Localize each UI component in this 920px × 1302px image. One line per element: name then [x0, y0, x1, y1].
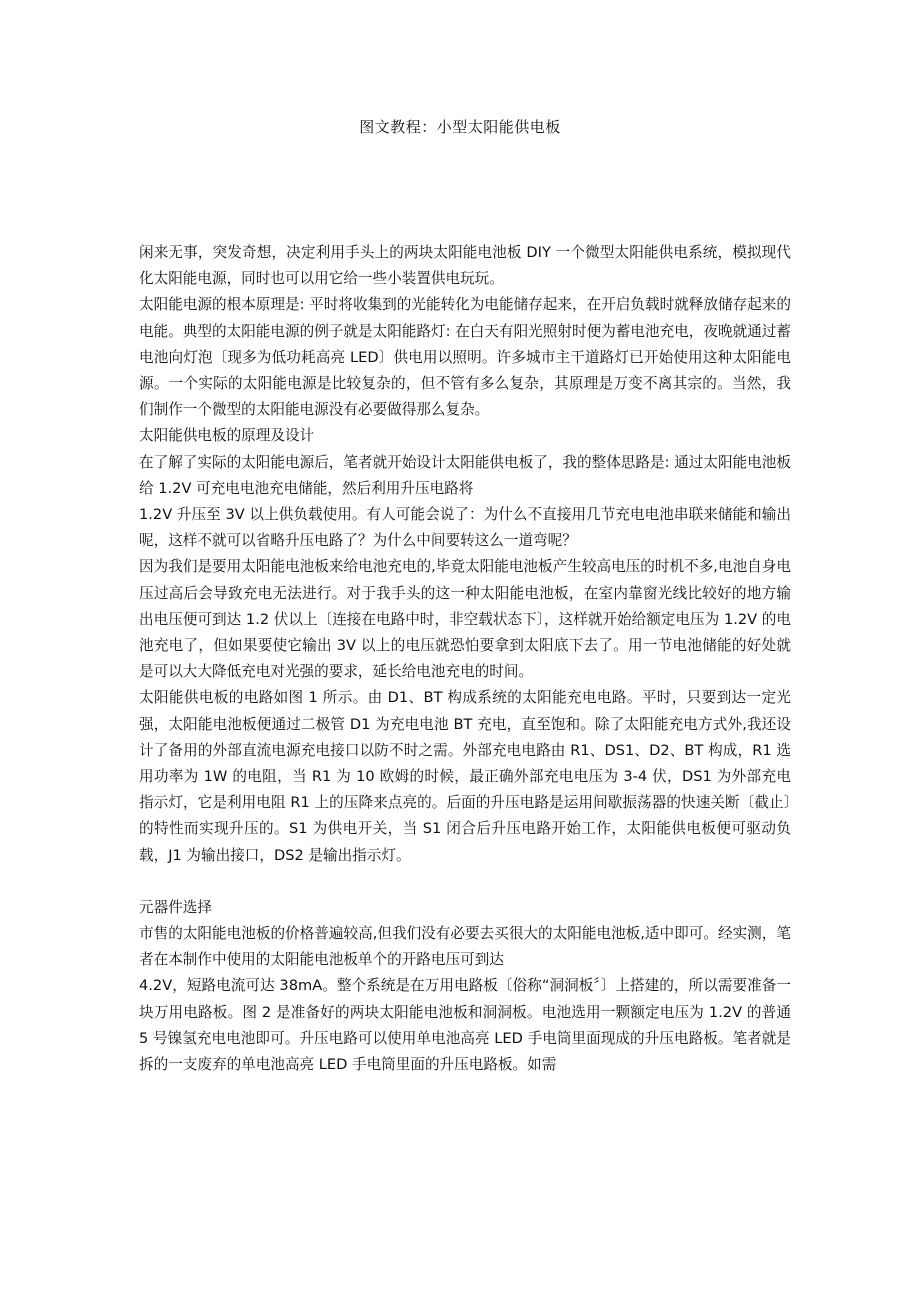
paragraph-principle: 太阳能电源的根本原理是: 平时将收集到的光能转化为电能储存起来，在开启负载时就释放储存起来的电能。典型的太阳能电源的例子就是太阳能路灯: 在白天有阳光照射时便为蓄电池充电，夜晚就通过蓄电池向灯泡〔现多为低功耗高亮 LED〕供电用以照明。许多城市主干道路灯已开始使用这种太阳能电源。一个实际的太阳能电源是比较复杂的，但不管有多么复杂，其原理是万变不离其宗的。当然，我们制作一个微型的太阳能电源没有必要做得那么复杂。: [139, 296, 791, 419]
paragraph-boost-question: 1.2V 升压至 3V 以上供负载使用。有人可能会说了：为什么不直接用几节充电电池串联来储能和输出呢，这样不就可以省略升压电路了？为什么中间要转这么一道弯呢？: [139, 506, 791, 550]
article-body: [139, 240, 791, 1078]
paragraph-intro: 闲来无事，突发奇想，决定利用手头上的两块太阳能电池板 DIY 一个微型太阳能供电系统，模拟现代化太阳能电源，同时也可以用它给一些小装置供电玩玩。: [139, 244, 791, 288]
paragraph-components-2: 4.2V，短路电流可达 38mA。整个系统是在万用电路板〔俗称“洞洞板〞〕上搭建的，所以需要准备一块万用电路板。图 2 是准备好的两块太阳能电池板和洞洞板。电池选用一颗额定电压为 1.2V 的普通 5 号镍氢充电电池即可。升压电路可以使用单电池高亮 LED 手电筒里面现成的升压电路板。笔者就是拆的一支废弃的单电池高亮 LED 手电筒里面的升压电路板。如需: [139, 977, 791, 1074]
paragraph-design-idea: 在了解了实际的太阳能电源后，笔者就开始设计太阳能供电板了，我的整体思路是: 通过太阳能电池板给 1.2V 可充电电池充电储能，然后利用升压电路将: [139, 453, 791, 497]
paragraph-circuit: 太阳能供电板的电路如图 1 所示。由 D1、BT 构成系统的太阳能充电电路。平时，只要到达一定光强，太阳能电池板便通过二极管 D1 为充电电池 BT 充电，直至饱和。除了太阳能充电方式外,我还设计了备用的外部直流电源充电接口以防不时之需。外部充电电路由 R1、DS1、D2、BT 构成，R1 选用功率为 1W 的电阻，当 R1 为 10 欧姆的时候，最正确外部充电电压为 3-4 伏，DS1 为外部充电指示灯，它是利用电阻 R1 上的压降来点亮的。后面的升压电路是运用间歇振荡器的快速关断〔截止〕的特性而实现升压的。S1 为供电开关，当 S1 闭合后升压电路开始工作，太阳能供电板便可驱动负载，J1 为输出接口，DS2 是输出指示灯。: [139, 689, 791, 864]
section-heading-components: 元器件选择: [139, 898, 212, 916]
section-heading-design: 太阳能供电板的原理及设计: [139, 427, 315, 445]
paragraph-reason: 因为我们是要用太阳能电池板来给电池充电的,毕竟太阳能电池板产生较高电压的时机不多,电池自身电压过高后会导致充电无法进行。对于我手头的这一种太阳能电池板，在室内靠窗光线比较好的地方输出电压便可到达 1.2 伏以上〔连接在电路中时，非空载状态下〕，这样就开始给额定电压为 1.2V 的电池充电了，但如果要使它输出 3V 以上的电压就恐怕要拿到太阳底下去了。用一节电池储能的好处就是可以大大降低充电对光强的要求，延长给电池充电的时间。: [139, 558, 791, 681]
paragraph-components-1: 市售的太阳能电池板的价格普遍较高,但我们没有必要去买很大的太阳能电池板,适中即可。经实测，笔者在本制作中使用的太阳能电池板单个的开路电压可到达: [139, 925, 791, 969]
page-title: 图文教程：小型太阳能供电板: [359, 118, 561, 136]
